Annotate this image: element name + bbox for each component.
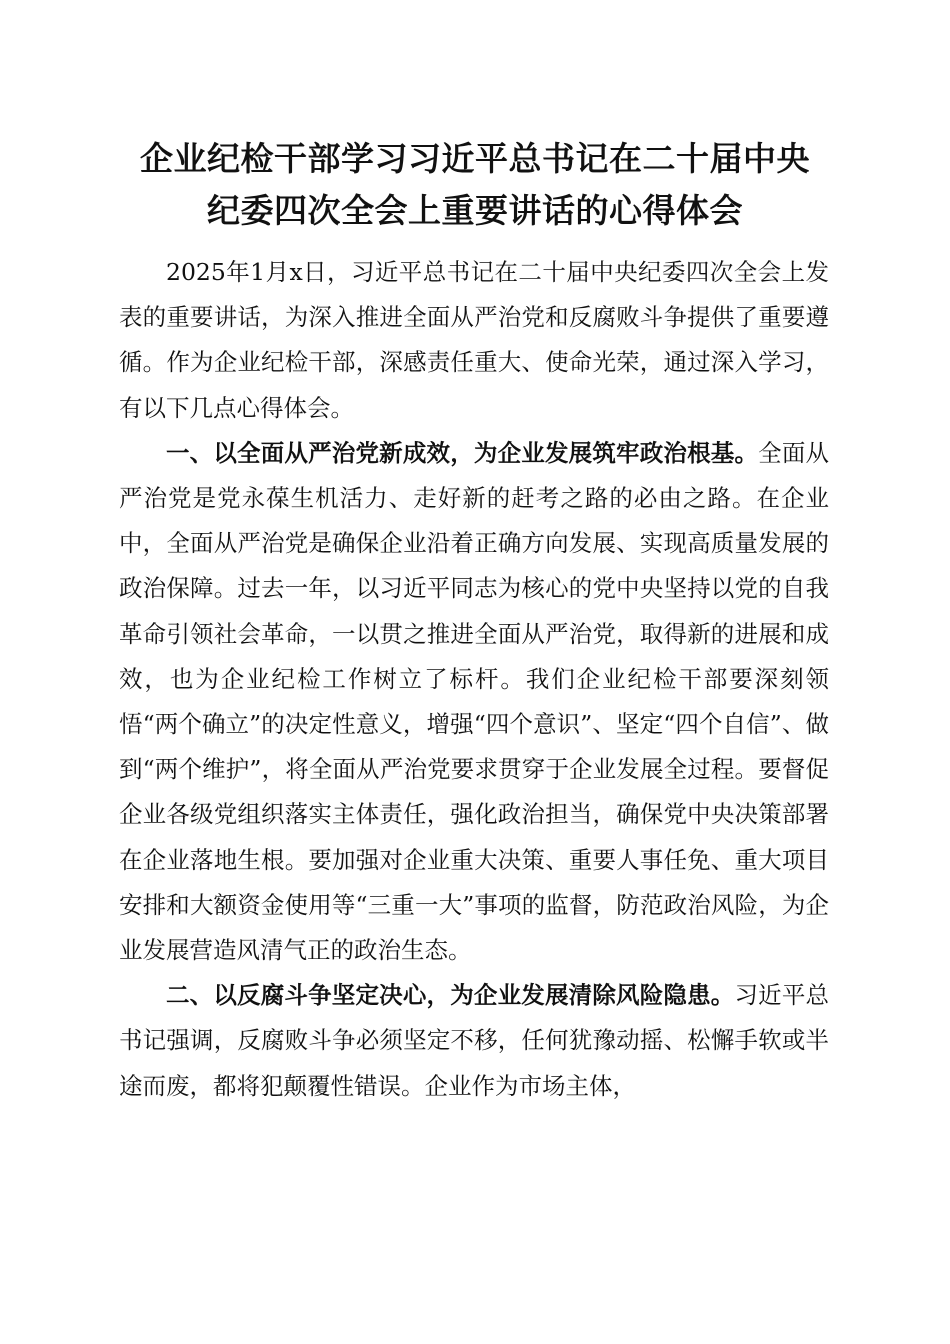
section-1-heading: 一、以全面从严治党新成效，为企业发展筑牢政治根基。 (166, 438, 759, 467)
title-line-1: 企业纪检干部学习习近平总书记在二十届中央 (140, 139, 810, 178)
document-body (119, 250, 829, 1109)
section-1-paragraph (119, 431, 829, 973)
section-2-paragraph (119, 973, 829, 1109)
intro-paragraph: 2025年1月x日，习近平总书记在二十届中央纪委四次全会上发表的重要讲话，为深入推进全面从严治党和反腐败斗争提供了重要遵循。作为企业纪检干部，深感责任重大、使命光荣，通过深入学习，有以下几点心得体会。 (119, 258, 829, 422)
section-2-heading: 二、以反腐斗争坚定决心，为企业发展清除风险隐患。 (166, 981, 735, 1010)
section-1-body: 全面从严治党是党永葆生机活力、走好新的赶考之路的必由之路。在企业中，全面从严治党是确保企业沿着正确方向发展、实现高质量发展的政治保障。过去一年，以习近平同志为核心的党中央坚持以党的自我革命引领社会革命，一以贯之推进全面从严治党，取得新的进展和成效，也为企业纪检工作树立了标杆。我们企业纪检干部要深刻领悟“两个确立”的决定性意义，增强“四个意识”、坚定“四个自信”、做到“两个维护”，将全面从严治党要求贯穿于企业发展全过程。要督促企业各级党组织落实主体责任，强化政治担当，确保党中央决策部署在企业落地生根。要加强对企业重大决策、重要人事任免、重大项目安排和大额资金使用等“三重一大”事项的监督，防范政治风险，为企业发展营造风清气正的政治生态。 (119, 438, 830, 965)
document-title (100, 133, 850, 237)
section-2-body: 习近平总书记强调，反腐败斗争必须坚定不移，任何犹豫动摇、松懈手软或半途而废，都将犯颠覆性错误。企业作为市场主体， (119, 981, 830, 1100)
title-line-2: 纪委四次全会上重要讲话的心得体会 (207, 191, 743, 230)
